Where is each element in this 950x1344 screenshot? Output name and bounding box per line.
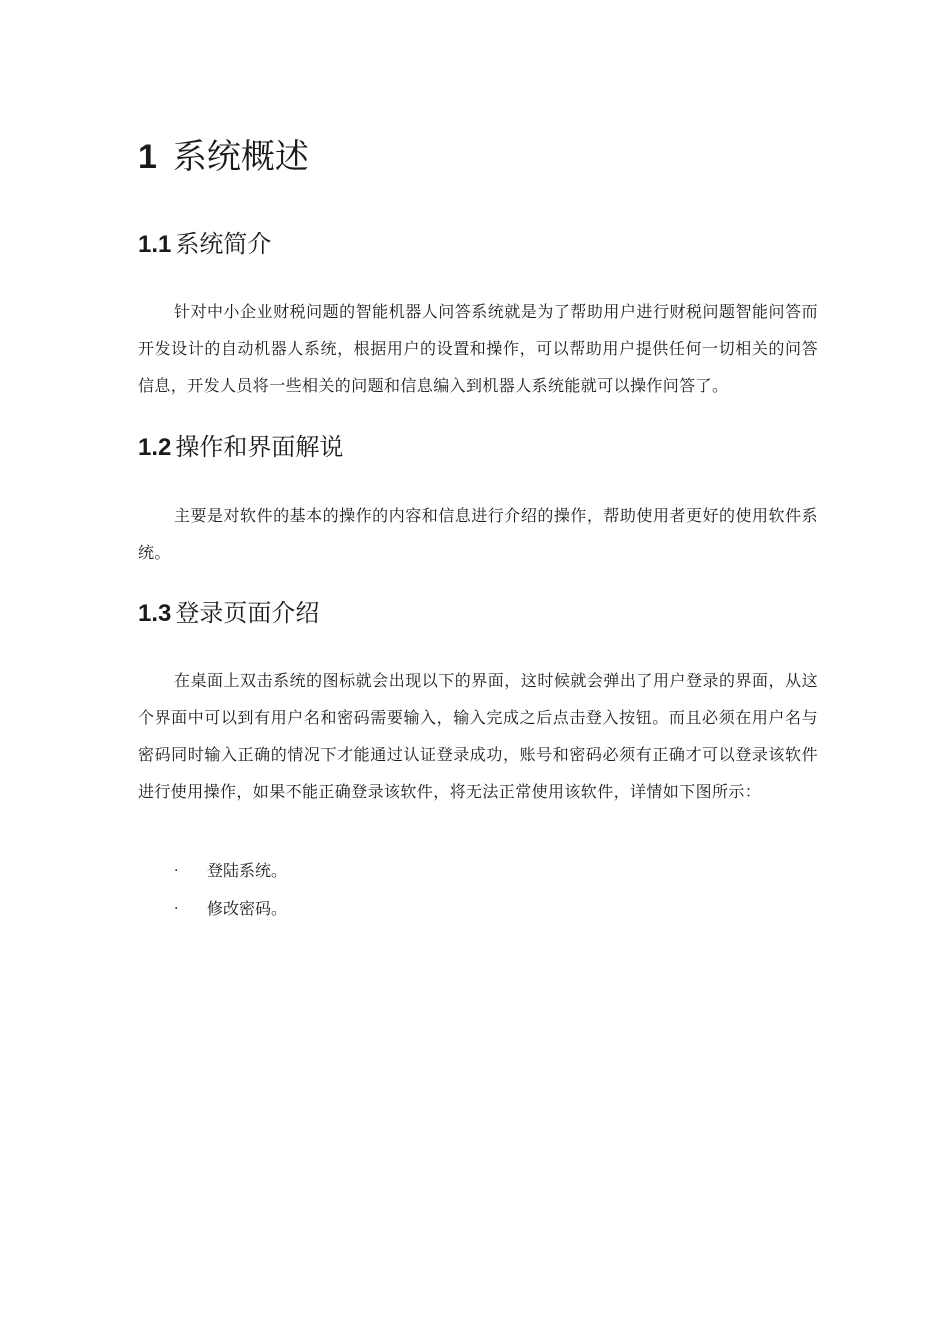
section-body-1-2: 主要是对软件的基本的操作的内容和信息进行介绍的操作，帮助使用者更好的使用软件系统。: [138, 506, 818, 562]
section-body-1-1: 针对中小企业财税问题的智能机器人问答系统就是为了帮助用户进行财税问题智能问答而开发设计的自动机器人系统，根据用户的设置和操作，可以帮助用户提供任何一切相关的问答信息，开发人员将一些相关的问题和信息编入到机器人系统能就可以操作问答了。: [138, 302, 818, 395]
bullet-list: [172, 856, 287, 932]
section-number: 1.2: [138, 434, 172, 461]
section-body-1-3: 在桌面上双击系统的图标就会出现以下的界面，这时候就会弹出了用户登录的界面，从这个界面中可以到有用户名和密码需要输入，输入完成之后点击登入按钮。而且必须在用户名与密码同时输入正确的情况下才能通过认证登录成功，账号和密码必须有正确才可以登录该软件进行使用操作，如果不能正确登录该软件，将无法正常使用该软件，详情如下图所示：: [138, 671, 818, 801]
chapter-heading: [138, 134, 309, 180]
section-heading-1-1: [138, 227, 271, 262]
list-item-text: 修改密码。: [207, 899, 288, 918]
bullet-mark: ·: [174, 863, 179, 879]
chapter-title: 系统概述: [172, 137, 309, 177]
section-title: 系统简介: [175, 230, 272, 258]
list-item: [172, 894, 287, 932]
bullet-mark: ·: [174, 901, 179, 917]
list-item-text: 登陆系统。: [207, 861, 288, 880]
section-heading-1-3: [138, 596, 319, 631]
list-item: [172, 856, 287, 894]
section-number: 1.3: [138, 600, 172, 627]
section-heading-1-2: [138, 430, 343, 465]
section-title: 操作和界面解说: [175, 433, 344, 461]
chapter-number: 1: [138, 138, 157, 176]
section-number: 1.1: [138, 231, 172, 258]
section-title: 登录页面介绍: [175, 599, 320, 627]
